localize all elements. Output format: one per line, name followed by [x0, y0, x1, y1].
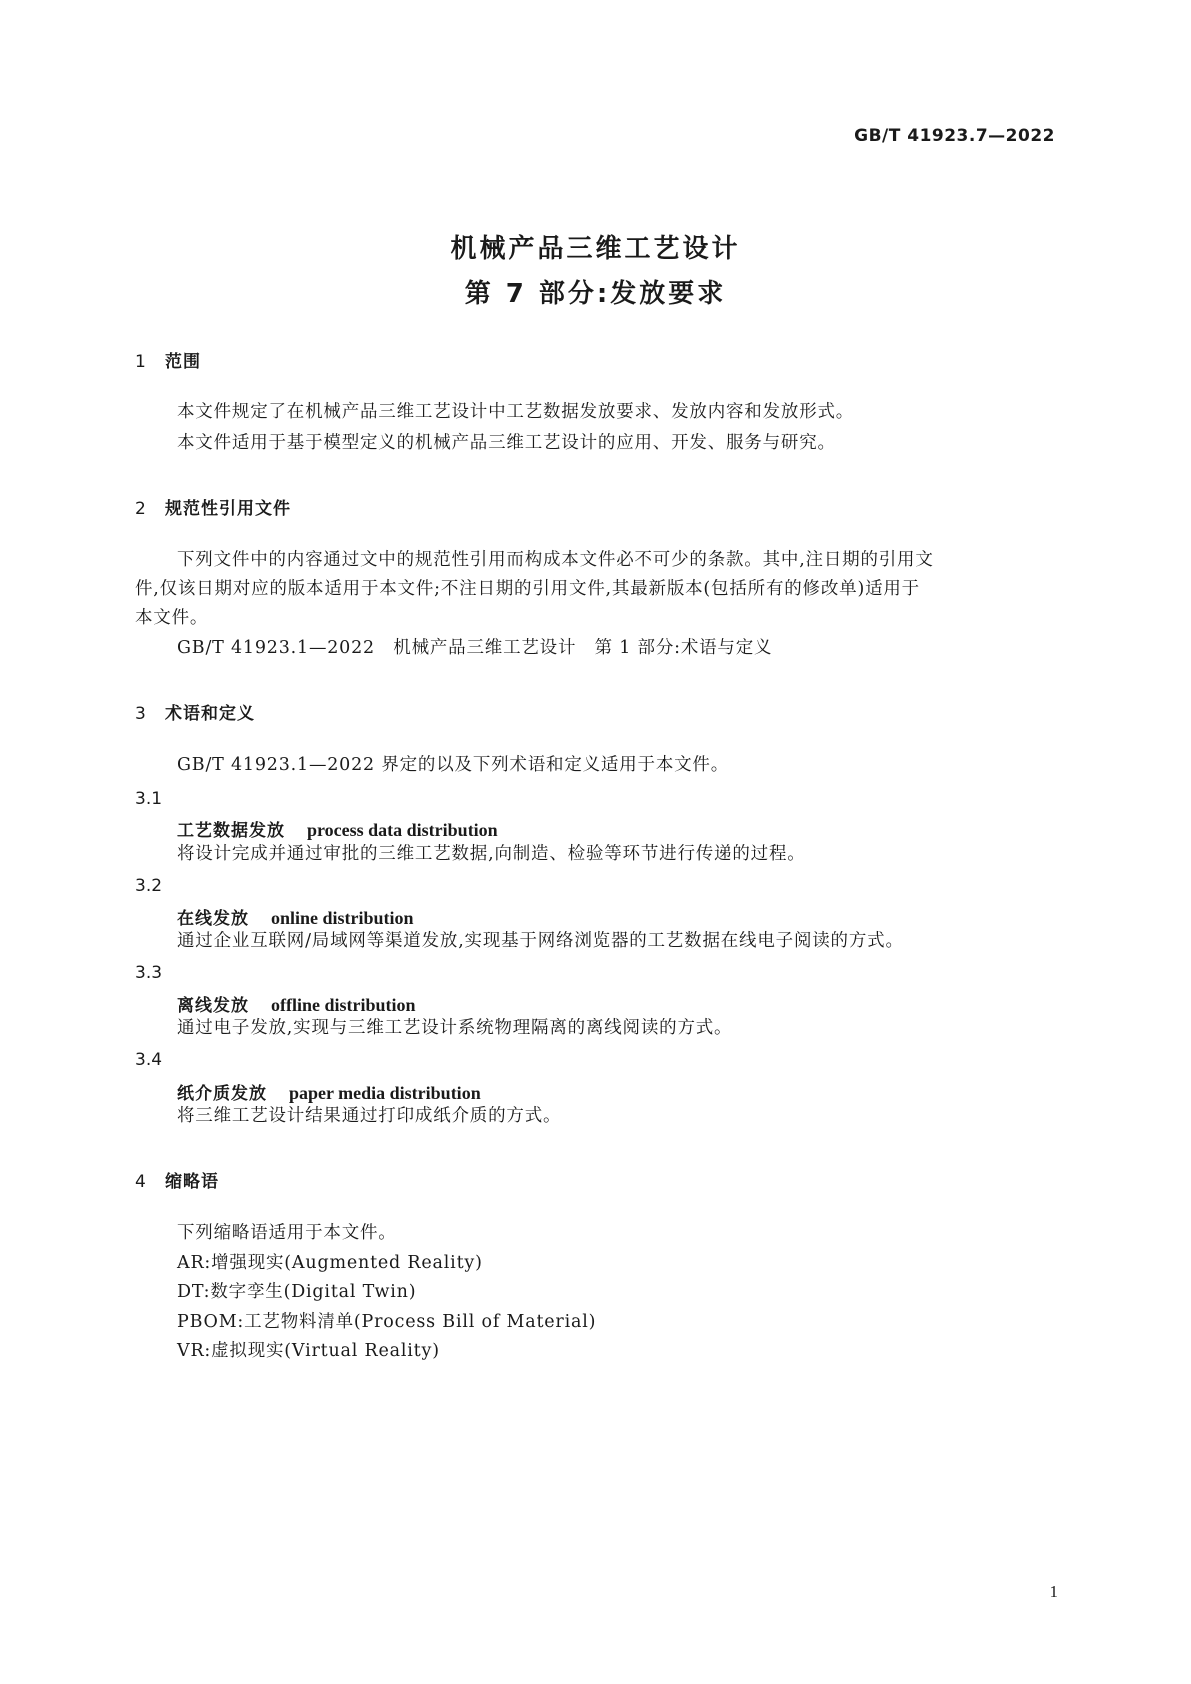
- term-definition: 将三维工艺设计结果通过打印成纸介质的方式。: [177, 1106, 562, 1126]
- references-paragraph-line3: 本文件。: [135, 608, 209, 628]
- section-number: 2: [135, 499, 147, 519]
- section-number: 1: [135, 352, 147, 372]
- references-paragraph-line2: 件,仅该日期对应的版本适用于本文件;不注日期的引用文件,其最新版本(包括所有的修改单)适用于: [135, 579, 920, 599]
- section-3-heading: [135, 699, 255, 724]
- term-number: 3.1: [135, 789, 163, 809]
- terms-intro: GB/T 41923.1—2022 界定的以及下列术语和定义适用于本文件。: [177, 755, 730, 775]
- term-definition: 通过企业互联网/局域网等渠道发放,实现基于网络浏览器的工艺数据在线电子阅读的方式。: [177, 931, 904, 951]
- term-english: offline distribution: [271, 995, 416, 1015]
- scope-paragraph-2: 本文件适用于基于模型定义的机械产品三维工艺设计的应用、开发、服务与研究。: [177, 433, 836, 453]
- term-chinese: 离线发放: [177, 996, 249, 1016]
- references-paragraph-line1: 下列文件中的内容通过文中的规范性引用而构成本文件必不可少的条款。其中,注日期的引用文: [177, 550, 934, 570]
- standard-number: GB/T 41923.7—2022: [854, 126, 1055, 146]
- abbreviation-item: DT:数字孪生(Digital Twin): [177, 1282, 417, 1302]
- term-heading: [177, 904, 414, 929]
- document-title-line2: 第 7 部分:发放要求: [464, 279, 727, 309]
- term-chinese: 在线发放: [177, 909, 249, 929]
- term-chinese: 工艺数据发放: [177, 821, 285, 841]
- abbreviation-item: AR:增强现实(Augmented Reality): [177, 1253, 483, 1273]
- normative-reference: GB/T 41923.1—2022 机械产品三维工艺设计 第 1 部分:术语与定义: [177, 638, 773, 658]
- term-chinese: 纸介质发放: [177, 1084, 267, 1104]
- term-definition: 将设计完成并通过审批的三维工艺数据,向制造、检验等环节进行传递的过程。: [177, 844, 806, 864]
- section-title: 术语和定义: [165, 704, 255, 724]
- term-heading: [177, 1079, 481, 1104]
- term-number: 3.4: [135, 1050, 163, 1070]
- term-english: process data distribution: [307, 820, 498, 840]
- term-number: 3.2: [135, 876, 163, 896]
- section-1-heading: [135, 347, 201, 372]
- section-title: 缩略语: [165, 1172, 219, 1192]
- scope-paragraph-1: 本文件规定了在机械产品三维工艺设计中工艺数据发放要求、发放内容和发放形式。: [177, 402, 855, 422]
- section-number: 3: [135, 704, 147, 724]
- document-title-line1: 机械产品三维工艺设计: [450, 234, 741, 264]
- abbreviation-item: PBOM:工艺物料清单(Process Bill of Material): [177, 1312, 597, 1332]
- page-number: 1: [1049, 1582, 1058, 1601]
- section-2-heading: [135, 494, 291, 519]
- term-english: paper media distribution: [289, 1083, 481, 1103]
- term-english: online distribution: [271, 908, 414, 928]
- section-title: 规范性引用文件: [165, 499, 291, 519]
- abbreviation-item: VR:虚拟现实(Virtual Reality): [177, 1341, 440, 1361]
- section-title: 范围: [165, 352, 201, 372]
- section-number: 4: [135, 1172, 147, 1192]
- term-heading: [177, 816, 498, 841]
- term-heading: [177, 991, 416, 1016]
- section-4-heading: [135, 1167, 219, 1192]
- term-number: 3.3: [135, 963, 163, 983]
- term-definition: 通过电子发放,实现与三维工艺设计系统物理隔离的离线阅读的方式。: [177, 1018, 733, 1038]
- abbreviations-intro: 下列缩略语适用于本文件。: [177, 1223, 397, 1243]
